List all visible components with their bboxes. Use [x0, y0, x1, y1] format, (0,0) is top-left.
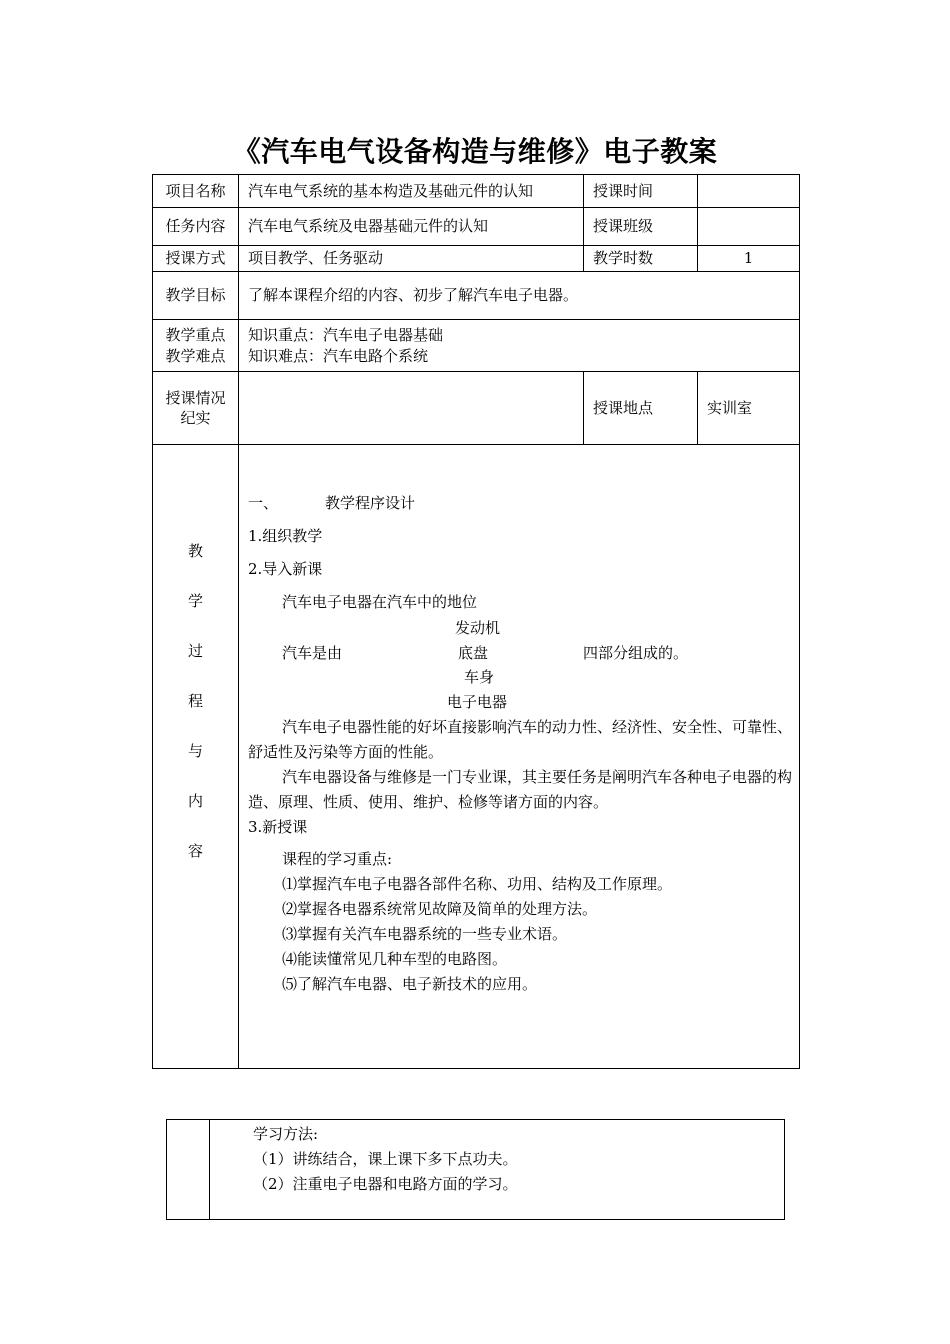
- key-point-item: ⑸了解汽车电器、电子新技术的应用。: [282, 975, 538, 993]
- section-title: 教学程序设计: [325, 494, 416, 512]
- key-difficulty-labels: [153, 320, 239, 372]
- status-heading: 汽车电子电器在汽车中的地位: [282, 593, 478, 611]
- key-difficulty-values: [239, 320, 800, 372]
- document-title: 《汽车电气设备构造与维修》电子教案: [232, 135, 718, 168]
- teaching-hours-value: 1: [698, 246, 800, 272]
- teaching-record-label-line2: 纪实: [180, 409, 211, 427]
- key-point-item: ⑴掌握汽车电子电器各部件名称、功用、结构及工作原理。: [282, 875, 673, 893]
- process-label-char: 教: [187, 542, 203, 560]
- key-points-heading: 课程的学习重点:: [282, 850, 393, 868]
- process-label-char: 内: [187, 792, 203, 810]
- process-label-char: 过: [187, 642, 203, 660]
- teaching-goal-label: 教学目标: [153, 272, 239, 320]
- teaching-difficulty-label: 教学难点: [165, 346, 226, 365]
- task-content-value: 汽车电气系统及电器基础元件的认知: [239, 208, 584, 246]
- lesson-info-table: [152, 174, 800, 1069]
- key-point-item: ⑷能读懂常见几种车型的电路图。: [282, 950, 508, 968]
- study-method-heading: 学习方法:: [253, 1125, 319, 1143]
- step-introduce: 2.导入新课: [248, 560, 323, 578]
- part-engine: 发动机: [455, 619, 501, 637]
- teaching-location-value: 实训室: [698, 372, 800, 445]
- study-method-table: [166, 1119, 785, 1220]
- car-composition-prefix: 汽车是由: [282, 644, 343, 662]
- study-method-label-cell: [167, 1120, 210, 1220]
- paragraph-course: 汽车电器设备与维修是一门专业课，其主要任务是阐明汽车各种电子电器的构造、原理、性质、使用、维护、检修等诸方面的内容。: [248, 768, 793, 811]
- part-chassis: 底盘: [458, 644, 489, 662]
- study-method-content: [210, 1120, 785, 1220]
- key-point-item: ⑶掌握有关汽车电器系统的一些专业术语。: [282, 925, 568, 943]
- step-organize: 1.组织教学: [248, 527, 323, 545]
- process-label-char: 程: [187, 692, 203, 710]
- process-label-char: 学: [187, 592, 203, 610]
- project-name-label: 项目名称: [153, 175, 239, 208]
- teaching-time-value[interactable]: [698, 175, 800, 208]
- teaching-class-value[interactable]: [698, 208, 800, 246]
- teaching-difficulty-value: 知识难点：汽车电路个系统: [248, 346, 429, 365]
- section-number: 一、: [248, 494, 279, 512]
- teaching-key-value: 知识重点：汽车电子电器基础: [248, 326, 444, 345]
- study-method-item: （1）讲练结合，课上课下多下点功夫。: [253, 1150, 518, 1168]
- teaching-hours-label: 教学时数: [584, 246, 698, 272]
- project-name-value: 汽车电气系统的基本构造及基础元件的认知: [239, 175, 584, 208]
- step-new-lesson: 3.新授课: [248, 818, 308, 836]
- study-method-item: （2）注重电子电器和电路方面的学习。: [253, 1175, 518, 1193]
- teaching-goal-value: 了解本课程介绍的内容、初步了解汽车电子电器。: [239, 272, 800, 320]
- teaching-class-label: 授课班级: [584, 208, 698, 246]
- part-electrical: 电子电器: [447, 693, 508, 711]
- teaching-location-label: 授课地点: [584, 372, 698, 445]
- task-content-label: 任务内容: [153, 208, 239, 246]
- teaching-record-value[interactable]: [239, 372, 584, 445]
- teaching-method-label: 授课方式: [153, 246, 239, 272]
- car-composition-suffix: 四部分组成的。: [583, 644, 689, 662]
- part-body: 车身: [464, 668, 495, 686]
- paragraph-performance: 汽车电子电器性能的好坏直接影响汽车的动力性、经济性、安全性、可靠性、舒适性及污染等方面的性能。: [248, 718, 793, 761]
- teaching-process-content: [239, 445, 800, 1069]
- teaching-record-label-line1: 授课情况: [165, 388, 226, 407]
- process-label-char: 容: [187, 842, 203, 860]
- teaching-key-label: 教学重点: [165, 326, 226, 345]
- key-point-item: ⑵掌握各电器系统常见故障及简单的处理方法。: [282, 900, 598, 918]
- teaching-method-value: 项目教学、任务驱动: [239, 246, 584, 272]
- teaching-time-label: 授课时间: [584, 175, 698, 208]
- teaching-process-label: [153, 445, 239, 1069]
- process-label-char: 与: [187, 742, 203, 760]
- teaching-record-label: [153, 372, 239, 445]
